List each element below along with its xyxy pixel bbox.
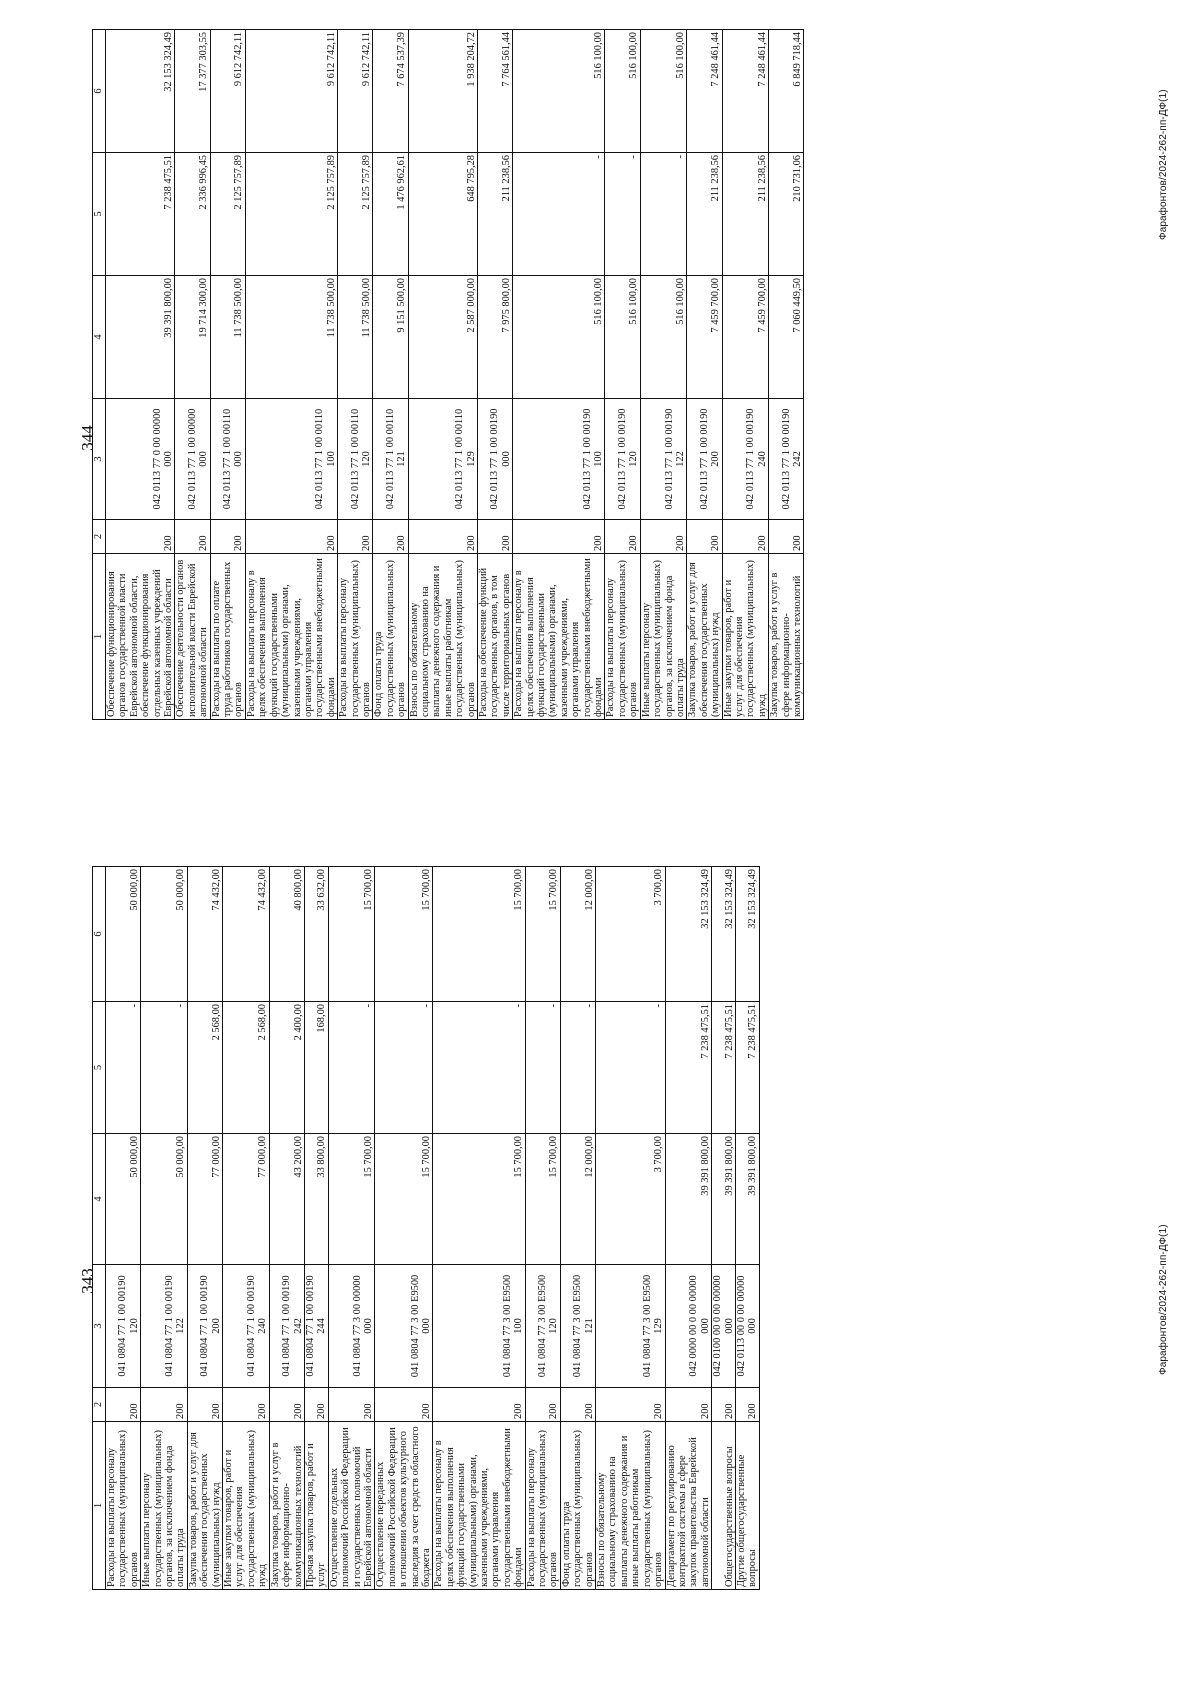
row-name-cell: Иные выплаты персоналу государственных (муниципальных) органов, за исключением фонда оплаты труда [640,554,687,720]
row-code-cell: 042 0113 77 1 00 00110 100 [245,399,337,520]
row-name-cell: Закупка товаров, работ и услуг для обеспечения государственных (муниципальных) нужд [187,1422,222,1590]
row-col5-cell: - [605,153,640,276]
row-code-cell: 041 0804 77 3 00 Е9500 120 [525,1265,560,1388]
page-number: 344 [78,425,97,451]
row-col6-cell: 9 612 742,11 [338,30,373,153]
row-col5-cell: 2 125 757,89 [210,153,245,276]
row-col5-cell: - [513,153,605,276]
row-col4-cell: 516 100,00 [640,276,687,399]
row-group-cell: 200 [141,1388,188,1422]
table-row [187,867,222,1590]
row-col6-cell: 9 612 742,11 [245,30,337,153]
row-col6-cell: 50 000,00 [141,867,188,1002]
column-header: 4 [93,1134,106,1265]
row-group-cell: 200 [478,520,513,554]
row-group-cell: 200 [769,520,804,554]
row-name-cell: Иные выплаты персоналу государственных (муниципальных) органов, за исключением фонда оплаты труда [141,1422,188,1590]
row-col5-cell: 211 238,56 [687,153,722,276]
row-col4-cell: 11 738 500,00 [245,276,337,399]
page-344 [0,0,1200,848]
row-name-cell: Департамент по регулированию контрактной системы в сфере закупок правительства Еврейской автономной области [665,1422,712,1590]
row-col5-cell: 648 795,28 [408,153,477,276]
row-group-cell: 200 [245,520,337,554]
table-row [141,867,188,1590]
table-row [106,30,175,720]
row-code-cell: 042 0113 77 1 00 00190 100 [513,399,605,520]
row-col5-cell: 2 336 996,45 [175,153,210,276]
row-name-cell: Закупка товаров, работ и услуг в сфере информационно-коммуникационных технологий [769,554,804,720]
row-group-cell: 200 [525,1388,560,1422]
row-col6-cell: 74 432,00 [223,867,270,1002]
row-col6-cell: 7 248 461,44 [687,30,722,153]
row-col4-cell: 3 700,00 [596,1134,665,1265]
row-group-cell: 200 [433,1388,525,1422]
page-footer: Фарафонтов/2024-262-пп-ДФ(1) [1158,89,1169,240]
row-col6-cell: 32 153 324,49 [735,867,759,1002]
row-name-cell: Расходы на обеспечение функций государственных органов, в том числе территориальных органов [478,554,513,720]
row-col5-cell: 2 400,00 [269,1002,304,1134]
row-col5-cell: - [596,1002,665,1134]
table-row [408,30,477,720]
row-col6-cell: 3 700,00 [596,867,665,1002]
row-name-cell: Прочая закупка товаров, работ и услуг [304,1422,328,1590]
row-group-cell: 200 [513,520,605,554]
row-name-cell: Взносы по обязательному социальному страхованию на выплаты денежного содержания и иные выплаты работникам государственных (муниципальных) органов [408,554,477,720]
column-header: 1 [93,1422,106,1590]
table-row [375,867,433,1590]
row-col4-cell: 39 391 800,00 [665,1134,712,1265]
row-code-cell: 041 0804 77 1 00 00190 200 [187,1265,222,1388]
row-col4-cell: 15 700,00 [433,1134,525,1265]
row-col4-cell: 43 200,00 [269,1134,304,1265]
row-group-cell: 200 [304,1388,328,1422]
row-group-cell: 200 [106,1388,141,1422]
row-col5-cell: 2 568,00 [223,1002,270,1134]
row-name-cell: Общегосударственные вопросы [712,1422,736,1590]
table-row [175,30,210,720]
table-row [210,30,245,720]
row-col4-cell: 516 100,00 [605,276,640,399]
row-code-cell: 042 0100 00 0 00 00000 000 [712,1265,736,1388]
table-row [478,30,513,720]
row-group-cell: 200 [408,520,477,554]
table-row [722,30,769,720]
table-header-row [93,867,106,1590]
row-code-cell: 042 0113 77 1 00 00190 240 [722,399,769,520]
row-name-cell: Иные закупки товаров, работ и услуг для обеспечения государственных (муниципальных) нужд [223,1422,270,1590]
row-col6-cell: 32 153 324,49 [106,30,175,153]
row-code-cell: 041 0804 77 1 00 00190 122 [141,1265,188,1388]
row-col5-cell: - [525,1002,560,1134]
row-col6-cell: 33 632,00 [304,867,328,1002]
table-row [665,867,712,1590]
row-col5-cell: - [433,1002,525,1134]
row-col5-cell: 2 125 757,89 [245,153,337,276]
row-group-cell: 200 [375,1388,433,1422]
table-row [245,30,337,720]
row-col6-cell: 74 432,00 [187,867,222,1002]
row-col4-cell: 9 151 500,00 [373,276,408,399]
row-group-cell: 200 [712,1388,736,1422]
row-group-cell: 200 [187,1388,222,1422]
column-header: 3 [93,1265,106,1388]
row-col6-cell: 516 100,00 [513,30,605,153]
row-code-cell: 042 0113 77 1 00 00190 242 [769,399,804,520]
table-row [712,867,736,1590]
row-col5-cell: - [560,1002,595,1134]
row-code-cell: 042 0113 77 1 00 00110 129 [408,399,477,520]
row-col5-cell: - [328,1002,375,1134]
table-row [769,30,804,720]
table-row [560,867,595,1590]
table-row [605,30,640,720]
column-header: 1 [93,554,106,720]
row-name-cell: Расходы на выплаты персоналу государственных (муниципальных) органов [338,554,373,720]
row-col5-cell: 7 238 475,51 [712,1002,736,1134]
row-code-cell: 041 0804 77 3 00 00000 000 [328,1265,375,1388]
row-code-cell: 041 0804 77 3 00 Е9500 121 [560,1265,595,1388]
column-header: 6 [93,867,106,1002]
row-col4-cell: 77 000,00 [187,1134,222,1265]
row-col5-cell: 7 238 475,51 [106,153,175,276]
row-col6-cell: 9 612 742,11 [210,30,245,153]
row-col4-cell: 7 060 449,50 [769,276,804,399]
row-name-cell: Осуществление переданных полномочий Российской Федерации в отношении объектов культурного наследия за счет средств областного бюджета [375,1422,433,1590]
row-col4-cell: 15 700,00 [375,1134,433,1265]
row-col4-cell: 516 100,00 [513,276,605,399]
budget-table [92,29,804,720]
row-col4-cell: 19 714 300,00 [175,276,210,399]
row-name-cell: Другие общегосударственные вопросы [735,1422,759,1590]
row-name-cell: Расходы на выплаты персоналу государственных (муниципальных) органов [605,554,640,720]
row-group-cell: 200 [328,1388,375,1422]
row-col4-cell: 7 975 800,00 [478,276,513,399]
row-col5-cell: 7 238 475,51 [665,1002,712,1134]
column-header: 6 [93,30,106,153]
row-group-cell: 200 [175,520,210,554]
row-group-cell: 200 [735,1388,759,1422]
table-row [525,867,560,1590]
row-code-cell: 042 0113 77 1 00 00000 000 [175,399,210,520]
row-code-cell: 041 0804 77 3 00 Е9500 000 [375,1265,433,1388]
row-name-cell: Обеспечение деятельности органов исполнительной власти Еврейской автономной области [175,554,210,720]
row-col5-cell: - [106,1002,141,1134]
row-code-cell: 042 0113 00 0 00 00000 000 [735,1265,759,1388]
row-name-cell: Фонд оплаты труда государственных (муниципальных) органов [560,1422,595,1590]
page-number: 343 [78,1268,97,1294]
table-row [433,867,525,1590]
column-header: 2 [93,1388,106,1422]
row-code-cell: 041 0804 77 1 00 00190 244 [304,1265,328,1388]
row-group-cell: 200 [373,520,408,554]
row-name-cell: Закупка товаров, работ и услуг в сфере информационно-коммуникационных технологий [269,1422,304,1590]
row-col4-cell: 50 000,00 [106,1134,141,1265]
row-col4-cell: 50 000,00 [141,1134,188,1265]
row-group-cell: 200 [596,1388,665,1422]
row-col4-cell: 39 391 800,00 [106,276,175,399]
row-col5-cell: 1 476 962,61 [373,153,408,276]
row-name-cell: Взносы по обязательному социальному страхованию на выплаты денежного содержания и иные выплаты работникам государственных (муниципальных) органов [596,1422,665,1590]
row-code-cell: 041 0804 77 1 00 00190 120 [106,1265,141,1388]
row-code-cell: 042 0113 77 1 00 00190 000 [478,399,513,520]
row-col4-cell: 7 459 700,00 [722,276,769,399]
row-group-cell: 200 [106,520,175,554]
row-col6-cell: 40 800,00 [269,867,304,1002]
row-code-cell: 041 0804 77 1 00 00190 240 [223,1265,270,1388]
page-343 [0,849,1200,1697]
row-code-cell: 042 0113 77 1 00 00110 121 [373,399,408,520]
row-col6-cell: 17 377 303,55 [175,30,210,153]
row-code-cell: 042 0000 00 0 00 00000 000 [665,1265,712,1388]
row-col6-cell: 7 248 461,44 [722,30,769,153]
row-col6-cell: 32 153 324,49 [665,867,712,1002]
row-name-cell: Расходы на выплаты персоналу в целях обеспечения выполнения функций государственными (муниципальными) органами, казенными учреждениями, органами управления государственными внебюджетными фондами [433,1422,525,1590]
row-col5-cell: 168,00 [304,1002,328,1134]
row-group-cell: 200 [210,520,245,554]
row-code-cell: 042 0113 77 1 00 00190 122 [640,399,687,520]
table-row [338,30,373,720]
row-col5-cell: 211 238,56 [478,153,513,276]
column-header: 2 [93,520,106,554]
row-col5-cell: - [141,1002,188,1134]
table-row [373,30,408,720]
row-col6-cell: 1 938 204,72 [408,30,477,153]
row-name-cell: Закупка товаров, работ и услуг для обеспечения государственных (муниципальных) нужд [687,554,722,720]
row-name-cell: Фонд оплаты труда государственных (муниципальных) органов [373,554,408,720]
column-header: 5 [93,1002,106,1134]
row-col6-cell: 15 700,00 [375,867,433,1002]
row-col4-cell: 7 459 700,00 [687,276,722,399]
row-name-cell: Обеспечение функционирования органов государственной власти Еврейской автономной области, обеспечение функционирования отдельных казенных учреждений Еврейской автономной области [106,554,175,720]
row-col6-cell: 516 100,00 [605,30,640,153]
table-row [304,867,328,1590]
row-name-cell: Расходы на выплаты персоналу государственных (муниципальных) органов [106,1422,141,1590]
row-col5-cell: 2 125 757,89 [338,153,373,276]
table-row [596,867,665,1590]
row-col4-cell: 2 587 000,00 [408,276,477,399]
row-name-cell: Осуществление отдельных полномочий Российской Федерации и государственных полномочий Еврейской автономной области [328,1422,375,1590]
row-col6-cell: 15 700,00 [433,867,525,1002]
table-row [735,867,759,1590]
row-group-cell: 200 [269,1388,304,1422]
column-header: 5 [93,153,106,276]
column-header: 3 [93,399,106,520]
row-col6-cell: 6 849 718,44 [769,30,804,153]
row-code-cell: 042 0113 77 1 00 00110 120 [338,399,373,520]
table-row [640,30,687,720]
row-col4-cell: 15 700,00 [328,1134,375,1265]
row-col6-cell: 516 100,00 [640,30,687,153]
row-col6-cell: 7 764 561,44 [478,30,513,153]
row-col4-cell: 77 000,00 [223,1134,270,1265]
row-col6-cell: 15 700,00 [525,867,560,1002]
row-group-cell: 200 [223,1388,270,1422]
row-name-cell: Расходы на выплаты персоналу государственных (муниципальных) органов [525,1422,560,1590]
row-code-cell: 042 0113 77 1 00 00190 200 [687,399,722,520]
row-group-cell: 200 [640,520,687,554]
budget-table [92,866,760,1590]
row-group-cell: 200 [687,520,722,554]
table-row [687,30,722,720]
row-col4-cell: 12 000,00 [560,1134,595,1265]
row-group-cell: 200 [338,520,373,554]
row-col5-cell: - [375,1002,433,1134]
table-row [106,867,141,1590]
row-col5-cell: 210 731,06 [769,153,804,276]
row-code-cell: 041 0804 77 3 00 Е9500 100 [433,1265,525,1388]
row-code-cell: 042 0113 77 1 00 00110 000 [210,399,245,520]
row-group-cell: 200 [605,520,640,554]
row-col4-cell: 39 391 800,00 [735,1134,759,1265]
row-code-cell: 041 0804 77 1 00 00190 242 [269,1265,304,1388]
table-row [269,867,304,1590]
row-name-cell: Расходы на выплаты по оплате труда работников государственных органов [210,554,245,720]
row-name-cell: Расходы на выплаты персоналу в целях обеспечения выполнения функций государственными (муниципальными) органами, казенными учреждениями, органами управления государственными внебюджетными фондами [245,554,337,720]
row-code-cell: 042 0113 77 1 00 00190 120 [605,399,640,520]
row-group-cell: 200 [665,1388,712,1422]
row-col6-cell: 50 000,00 [106,867,141,1002]
row-col6-cell: 12 000,00 [560,867,595,1002]
row-group-cell: 200 [722,520,769,554]
row-col5-cell: - [640,153,687,276]
row-code-cell: 042 0113 77 0 00 00000 000 [106,399,175,520]
row-group-cell: 200 [560,1388,595,1422]
row-col6-cell: 32 153 324,49 [712,867,736,1002]
row-name-cell: Расходы на выплаты персоналу в целях обеспечения выполнения функций государственными (муниципальными) органами, казенными учреждениями, органами управления государственными внебюджетными фондами [513,554,605,720]
row-col4-cell: 33 800,00 [304,1134,328,1265]
table-row [223,867,270,1590]
row-col4-cell: 15 700,00 [525,1134,560,1265]
row-col5-cell: 2 568,00 [187,1002,222,1134]
row-col4-cell: 11 738 500,00 [210,276,245,399]
table-row [328,867,375,1590]
table-header-row [93,30,106,720]
page-footer: Фарафонтов/2024-262-пп-ДФ(1) [1158,1224,1169,1375]
row-col4-cell: 11 738 500,00 [338,276,373,399]
row-col6-cell: 7 674 537,39 [373,30,408,153]
row-name-cell: Иные закупки товаров, работ и услуг для обеспечения государственных (муниципальных) нужд [722,554,769,720]
row-col6-cell: 15 700,00 [328,867,375,1002]
row-col5-cell: 211 238,56 [722,153,769,276]
row-col5-cell: 7 238 475,51 [735,1002,759,1134]
row-code-cell: 041 0804 77 3 00 Е9500 129 [596,1265,665,1388]
column-header: 4 [93,276,106,399]
table-row [513,30,605,720]
row-col4-cell: 39 391 800,00 [712,1134,736,1265]
